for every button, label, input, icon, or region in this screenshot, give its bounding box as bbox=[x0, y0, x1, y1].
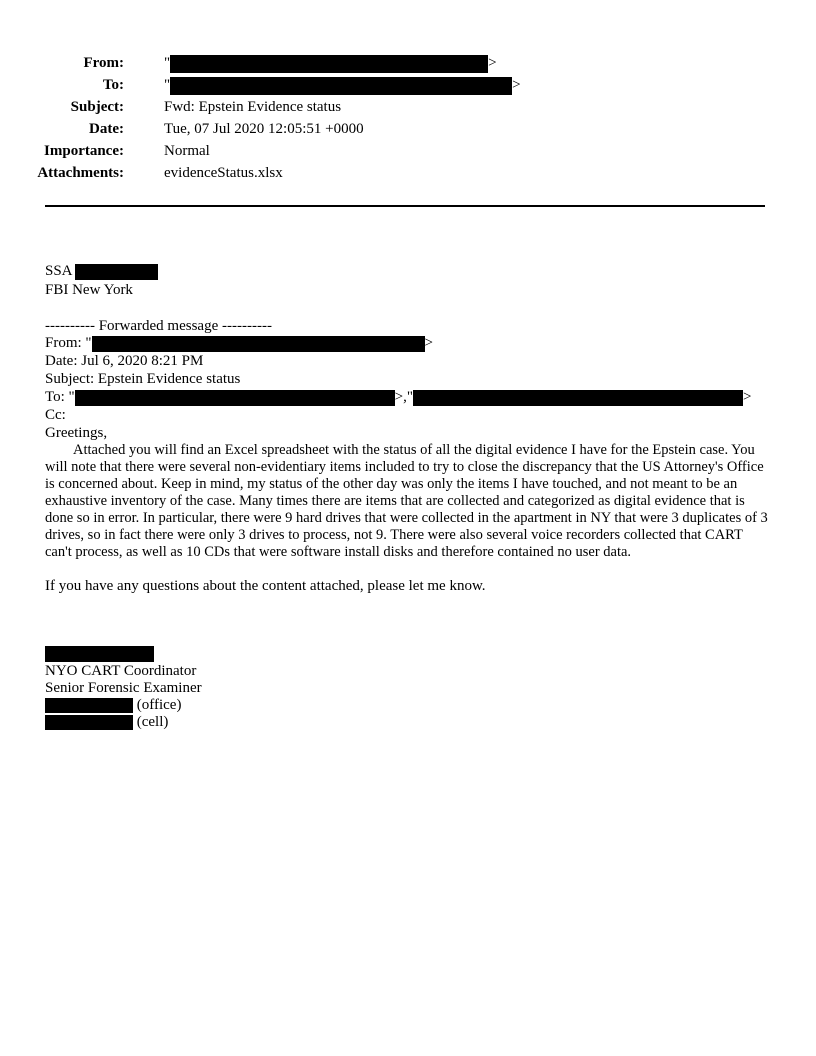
header-subject-row bbox=[0, 96, 780, 118]
header-attachments-row bbox=[0, 162, 780, 184]
header-to-row bbox=[0, 74, 780, 96]
to-value bbox=[164, 74, 521, 96]
from-prefix: " bbox=[164, 55, 171, 71]
from-suffix: > bbox=[488, 55, 497, 71]
forwarded-date: Date: Jul 6, 2020 8:21 PM bbox=[45, 353, 204, 369]
signature-cell-phone bbox=[45, 714, 168, 731]
closing-line: If you have any questions about the content attached, please let me know. bbox=[45, 578, 486, 594]
header-divider bbox=[45, 205, 765, 207]
forwarded-from-text: From: " bbox=[45, 335, 92, 351]
greeting: Greetings, bbox=[45, 425, 108, 441]
redaction-box bbox=[75, 264, 158, 280]
redaction-box bbox=[75, 390, 395, 406]
header-importance-row bbox=[0, 140, 780, 162]
redaction-box bbox=[170, 77, 512, 95]
signature-name-line bbox=[45, 645, 154, 662]
signature-office-phone bbox=[45, 697, 181, 714]
to-label: To: bbox=[102, 77, 124, 93]
message-body bbox=[45, 442, 771, 561]
forwarded-cc: Cc: bbox=[45, 407, 66, 423]
attachments-value[interactable]: evidenceStatus.xlsx bbox=[164, 165, 283, 181]
from-value bbox=[164, 52, 497, 74]
date-value: Tue, 07 Jul 2020 12:05:51 +0000 bbox=[164, 121, 364, 137]
to-prefix: " bbox=[164, 77, 171, 93]
header-date-row bbox=[0, 118, 780, 140]
importance-value: Normal bbox=[164, 143, 210, 159]
forwarded-to-suffix: > bbox=[743, 389, 752, 405]
forwarded-separator: ---------- Forwarded message ---------- bbox=[45, 318, 272, 334]
forwarded-to-mid: >," bbox=[394, 389, 413, 405]
forwarded-from-line bbox=[45, 335, 433, 352]
date-label: Date: bbox=[89, 121, 124, 137]
sender-title-line bbox=[45, 263, 158, 280]
office-phone-suffix: (office) bbox=[136, 697, 182, 713]
message-body-text: Attached you will find an Excel spreadsheet with the status of all the digital evidence I have for the Epstein case. You will note that there were several non-evidentiary items included to try to close the discrepancy that the US Attorney's Office is concerned about. Keep in mind, my status of the other day was only the items I have touched, and not meant to be an exhaustive inventory of the case. Many times there are items that are collected and categorized as digital evidence that is done so in error. In particular, there were 9 hard drives that were collected in the apartment in NY that were 3 duplicates of 3 drives, so in fact there were only 3 drives to process, not 9. There were also several voice recorders collected that CART can't process, as well as 10 CDs that were software install disks and therefore contained no user data. bbox=[45, 442, 768, 560]
from-label: From: bbox=[83, 55, 124, 71]
redaction-box bbox=[92, 336, 425, 352]
redaction-box bbox=[45, 698, 133, 713]
redaction-box bbox=[45, 646, 154, 662]
redaction-box bbox=[413, 390, 743, 406]
importance-label: Importance: bbox=[44, 143, 124, 159]
to-suffix: > bbox=[512, 77, 521, 93]
sender-office: FBI New York bbox=[45, 282, 133, 298]
subject-value: Fwd: Epstein Evidence status bbox=[164, 99, 342, 115]
redaction-box bbox=[45, 715, 133, 730]
cell-phone-suffix: (cell) bbox=[136, 714, 169, 730]
forwarded-to-line bbox=[45, 389, 751, 406]
signature-role: NYO CART Coordinator bbox=[45, 663, 197, 679]
signature-title: Senior Forensic Examiner bbox=[45, 680, 202, 696]
forwarded-subject: Subject: Epstein Evidence status bbox=[45, 371, 241, 387]
attachments-label: Attachments: bbox=[37, 165, 124, 181]
redaction-box bbox=[170, 55, 488, 73]
forwarded-to-text: To: " bbox=[45, 389, 75, 405]
subject-label: Subject: bbox=[70, 99, 124, 115]
sender-title-prefix: SSA bbox=[45, 263, 72, 279]
header-from-row bbox=[0, 52, 780, 74]
forwarded-from-suffix: > bbox=[424, 335, 434, 351]
